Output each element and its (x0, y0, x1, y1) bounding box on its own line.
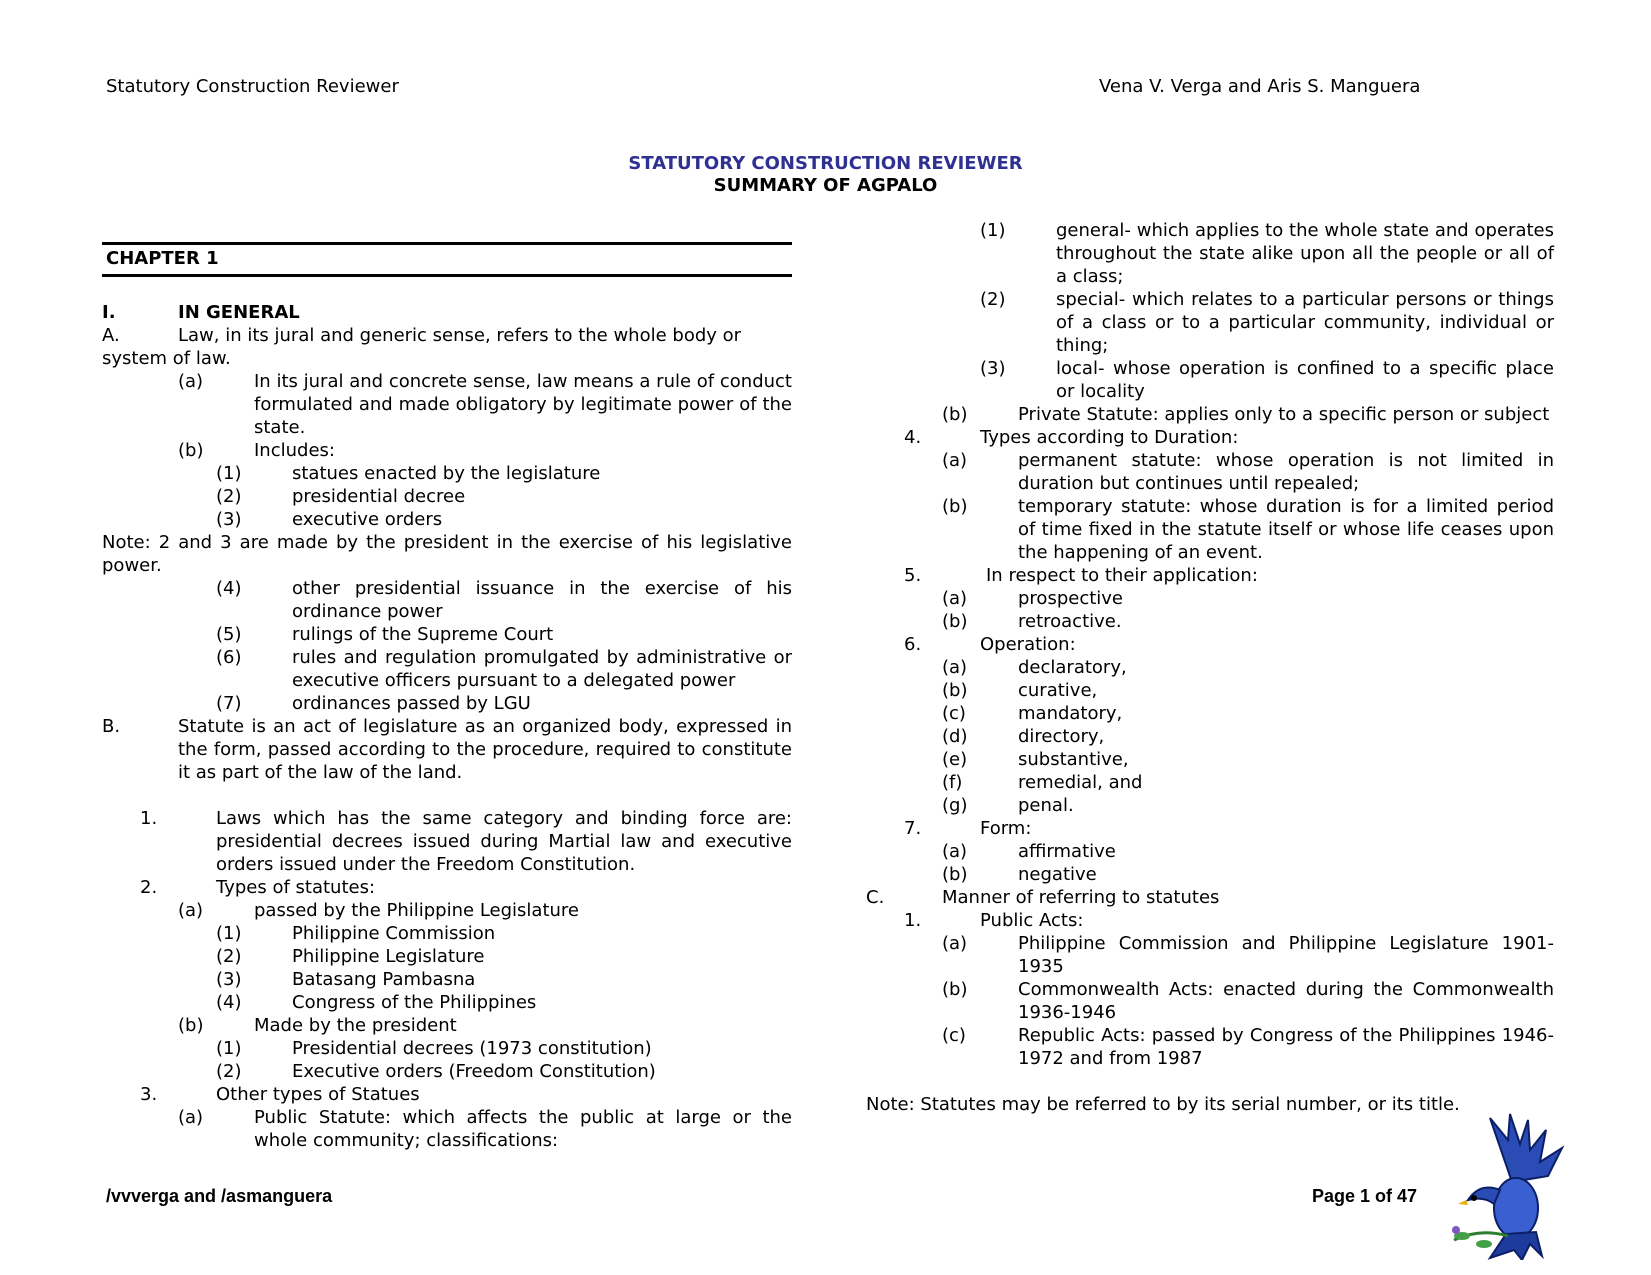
eagle-logo-icon (1450, 1110, 1570, 1260)
outline-item (866, 771, 1554, 794)
item-text: executive orders (292, 509, 443, 530)
outline-item (102, 623, 792, 646)
item-label: 6. (904, 634, 922, 655)
item-label: (a) (178, 371, 204, 392)
running-header-left: Statutory Construction Reviewer (106, 76, 399, 97)
item-label: C. (866, 887, 885, 908)
item-label: (b) (942, 864, 968, 885)
outline-item (866, 495, 1554, 564)
item-label: (2) (216, 1061, 242, 1082)
item-text: substantive, (1018, 749, 1129, 770)
outline-item (866, 932, 1554, 978)
outline-item (102, 508, 792, 531)
outline-item (102, 646, 792, 692)
title-sub: SUMMARY OF AGPALO (713, 175, 938, 196)
item-label: (f) (942, 772, 963, 793)
outline-item (102, 922, 792, 945)
outline-item (102, 692, 792, 715)
outline-item (102, 807, 792, 876)
outline-item (102, 462, 792, 485)
item-text: Batasang Pambasna (292, 969, 476, 990)
outline-item (866, 587, 1554, 610)
item-text: passed by the Philippine Legislature (254, 900, 579, 921)
item-text: retroactive. (1018, 611, 1122, 632)
item-text: Public Acts: (980, 910, 1084, 931)
item-text: Philippine Commission and Philippine Legislature 1901-1935 (1018, 933, 1554, 977)
outline-item (866, 288, 1554, 357)
chapter-heading: CHAPTER 1 (102, 242, 792, 277)
item-text: declaratory, (1018, 657, 1127, 678)
item-label: (5) (216, 624, 242, 645)
item-label: (c) (942, 703, 966, 724)
item-label: 1. (140, 808, 158, 829)
item-label: (2) (980, 289, 1006, 310)
item-label: (a) (942, 588, 968, 609)
outline-item (102, 945, 792, 968)
item-text: temporary statute: whose duration is for a limited period of time fixed in the statute itself or whose life ceases upon the happening of an event. (1018, 496, 1554, 563)
outline-item (102, 347, 792, 370)
item-label: (b) (942, 404, 968, 425)
page-number: Page 1 of 47 (1312, 1186, 1418, 1206)
item-text: Philippine Legislature (292, 946, 485, 967)
outline-item (866, 909, 1554, 932)
item-label: (b) (178, 1015, 204, 1036)
right-column (866, 219, 1554, 1116)
item-label: (a) (942, 657, 968, 678)
item-label: (a) (178, 900, 204, 921)
document-title (0, 153, 1651, 197)
outline-item (866, 840, 1554, 863)
item-text: In respect to their application: (986, 565, 1258, 586)
item-text: negative (1018, 864, 1097, 885)
item-text: Made by the president (254, 1015, 457, 1036)
item-text: Law, in its jural and generic sense, refers to the whole body or (178, 325, 742, 346)
item-label: 2. (140, 877, 158, 898)
running-header-right: Vena V. Verga and Aris S. Manguera (1099, 76, 1421, 97)
outline-item (102, 1106, 792, 1152)
outline-item (102, 485, 792, 508)
item-label: (c) (942, 1025, 966, 1046)
outline-item (102, 301, 792, 324)
item-text: curative, (1018, 680, 1098, 701)
outline-item (102, 1083, 792, 1106)
item-text: Other types of Statues (216, 1084, 420, 1105)
item-text: Congress of the Philippines (292, 992, 537, 1013)
item-label: 7. (904, 818, 922, 839)
item-text: In its jural and concrete sense, law means a rule of conduct formulated and made obligatory by legitimate power of the state. (254, 371, 792, 438)
item-text: Executive orders (Freedom Constitution) (292, 1061, 656, 1082)
item-text: presidential decree (292, 486, 466, 507)
item-text: Republic Acts: passed by Congress of the Philippines 1946-1972 and from 1987 (1018, 1025, 1554, 1069)
item-label: (a) (178, 1107, 204, 1128)
item-label: (b) (178, 440, 204, 461)
outline-item (866, 656, 1554, 679)
left-column (102, 219, 792, 1152)
item-text: special- which relates to a particular persons or things of a class or to a particular community, individual or thing; (1056, 289, 1554, 356)
outline-item (866, 610, 1554, 633)
outline-item (866, 426, 1554, 449)
item-text: Commonwealth Acts: enacted during the Commonwealth 1936-1946 (1018, 979, 1554, 1023)
item-text: Form: (980, 818, 1032, 839)
item-label: (7) (216, 693, 242, 714)
item-text: Laws which has the same category and binding force are: presidential decrees issued during Martial law and executive orders issued under the Freedom Constitution. (216, 808, 792, 875)
item-text: Public Statute: which affects the public at large or the whole community; classifications: (254, 1107, 792, 1151)
outline-item (866, 725, 1554, 748)
item-label: (2) (216, 946, 242, 967)
item-label: 4. (904, 427, 922, 448)
item-label: (b) (942, 496, 968, 517)
item-text: Types of statutes: (216, 877, 376, 898)
outline-item (102, 876, 792, 899)
item-label: (g) (942, 795, 968, 816)
item-label: (d) (942, 726, 968, 747)
outline-item (102, 577, 792, 623)
spacer (866, 1070, 1554, 1093)
outline-item (102, 1037, 792, 1060)
item-label: (4) (216, 992, 242, 1013)
outline-item (866, 978, 1554, 1024)
item-label: (3) (216, 509, 242, 530)
item-text: directory, (1018, 726, 1105, 747)
item-text: Presidential decrees (1973 constitution) (292, 1038, 652, 1059)
item-text: local- whose operation is confined to a specific place or locality (1056, 358, 1554, 402)
item-label: B. (102, 716, 121, 737)
footer-left: /vvverga and /asmanguera (106, 1186, 333, 1206)
outline-item (866, 817, 1554, 840)
item-label: 5. (904, 565, 922, 586)
item-label: (6) (216, 647, 242, 668)
outline-item (866, 794, 1554, 817)
outline-item (866, 886, 1554, 909)
item-label: (1) (216, 1038, 242, 1059)
outline-item (866, 633, 1554, 656)
item-label: (2) (216, 486, 242, 507)
outline-item (866, 679, 1554, 702)
item-text: ordinances passed by LGU (292, 693, 531, 714)
item-label: 1. (904, 910, 922, 931)
outline-item (866, 357, 1554, 403)
item-text: Types according to Duration: (980, 427, 1239, 448)
item-text: Philippine Commission (292, 923, 496, 944)
item-text: permanent statute: whose operation is not limited in duration but continues until repealed; (1018, 450, 1554, 494)
outline-item (866, 702, 1554, 725)
right-outline (866, 219, 1554, 1116)
item-text: remedial, and (1018, 772, 1143, 793)
outline-item (102, 1014, 792, 1037)
item-label: (3) (216, 969, 242, 990)
item-text: penal. (1018, 795, 1074, 816)
outline-item (102, 324, 792, 347)
item-text: prospective (1018, 588, 1124, 609)
outline-item (102, 715, 792, 784)
item-label: 3. (140, 1084, 158, 1105)
item-text: Operation: (980, 634, 1076, 655)
outline-item (866, 863, 1554, 886)
outline-item (102, 439, 792, 462)
outline-item (102, 968, 792, 991)
item-label: (b) (942, 680, 968, 701)
outline-item (102, 1060, 792, 1083)
item-text: rulings of the Supreme Court (292, 624, 554, 645)
outline-item (102, 991, 792, 1014)
item-label: (4) (216, 578, 242, 599)
item-label: I. (102, 302, 116, 323)
item-text: Private Statute: applies only to a specific person or subject (1018, 404, 1550, 425)
item-label: A. (102, 325, 120, 346)
item-text: system of law. (102, 348, 231, 369)
item-label: (b) (942, 979, 968, 1000)
note-paragraph: Note: 2 and 3 are made by the president in the exercise of his legislative power. (102, 532, 792, 576)
item-label: (a) (942, 841, 968, 862)
outline-item (102, 370, 792, 439)
item-text: affirmative (1018, 841, 1116, 862)
left-outline (102, 301, 792, 1152)
item-text: statues enacted by the legislature (292, 463, 601, 484)
outline-item (866, 1024, 1554, 1070)
item-label: (a) (942, 450, 968, 471)
item-text: other presidential issuance in the exercise of his ordinance power (292, 578, 792, 622)
item-label: (1) (980, 220, 1006, 241)
title-main: STATUTORY CONSTRUCTION REVIEWER (628, 153, 1023, 174)
item-text: Includes: (254, 440, 335, 461)
item-text: rules and regulation promulgated by administrative or executive officers pursuant to a delegated power (292, 647, 792, 691)
item-label: (a) (942, 933, 968, 954)
item-label: (b) (942, 611, 968, 632)
item-label: (1) (216, 923, 242, 944)
outline-item (866, 564, 1554, 587)
outline-item (866, 748, 1554, 771)
outline-item (866, 219, 1554, 288)
item-text: IN GENERAL (178, 302, 300, 323)
note-paragraph: Note: Statutes may be referred to by its serial number, or its title. (866, 1094, 1460, 1115)
item-label: (1) (216, 463, 242, 484)
outline-item (866, 403, 1554, 426)
spacer (102, 784, 792, 807)
item-label: (3) (980, 358, 1006, 379)
item-label: (e) (942, 749, 968, 770)
outline-item (102, 899, 792, 922)
item-text: general- which applies to the whole state and operates throughout the state alike upon all the people or all of a class; (1056, 220, 1554, 287)
outline-item (866, 449, 1554, 495)
item-text: Manner of referring to statutes (942, 887, 1220, 908)
item-text: Statute is an act of legislature as an organized body, expressed in the form, passed according to the procedure, required to constitute it as part of the law of the land. (178, 716, 792, 783)
item-text: mandatory, (1018, 703, 1123, 724)
